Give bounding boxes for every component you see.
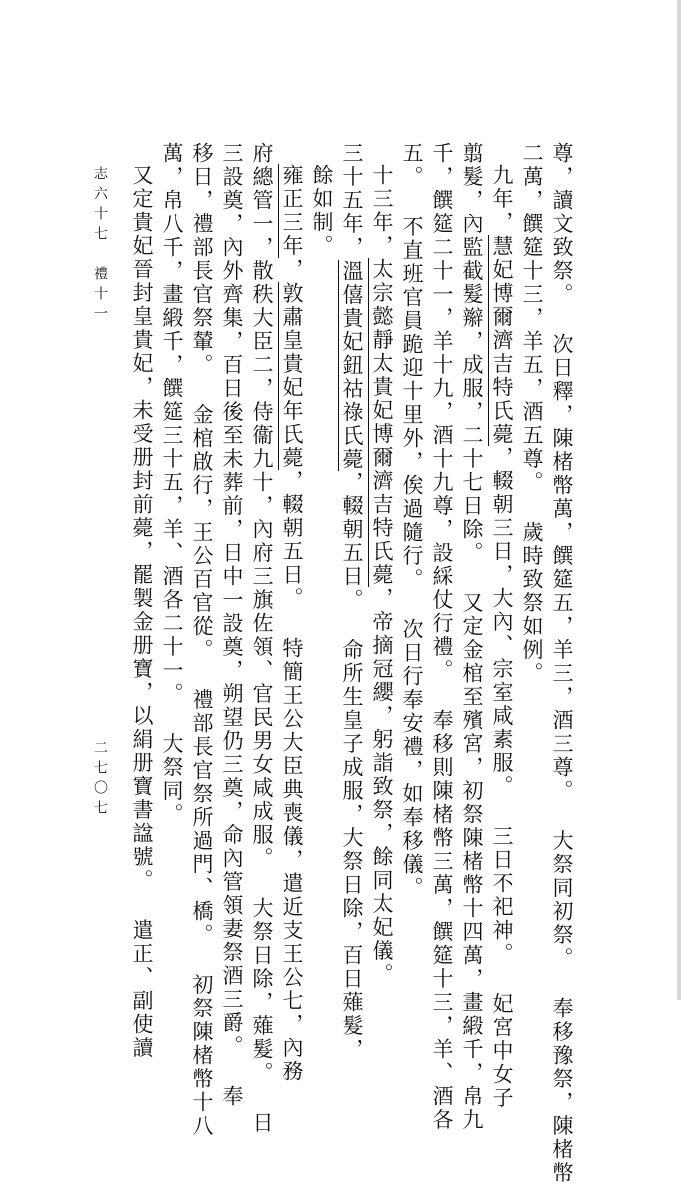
text-segment: ，帝摘冠纓，躬詣致祭，餘同太妃儀。: [370, 587, 394, 987]
text-segment: 尊，讀文致祭。 次日釋，陳楮幣萬，饌筵五，羊三，酒三尊。 大祭同初祭。 奉移豫祭，陳楮幣: [550, 142, 574, 1185]
text-segment: 千，饌筵二十一，羊十九，酒十九尊，設綵仗行禮。 奉移則陳楮幣三萬，饌筵十三，羊、酒各: [430, 142, 454, 1132]
text-column: [427, 142, 457, 1132]
underlined-name: 敦肅皇貴妃年氏薨: [280, 281, 304, 470]
text-segment: 五。 不直班官員跪迎十里外，俟過隨行。 次日行奉安禮，如奉移儀。: [400, 142, 424, 900]
underlined-name: 慧妃博爾濟吉特氏薨: [490, 234, 514, 446]
text-segment: 餘如制。: [310, 164, 334, 258]
text-segment: 萬，帛八千，畫緞千，饌筵三十五，羊、酒各二十一。 大祭同。: [160, 142, 184, 827]
page-edge-shadow: [677, 0, 681, 1000]
text-segment: ，輟朝五日。 特簡王公大臣典喪儀，遣近支王公七，內務: [280, 469, 304, 1084]
text-column: [457, 142, 487, 1132]
running-head-page-number: 二七〇七: [92, 740, 108, 820]
text-column: [517, 142, 547, 686]
text-segment: ，: [280, 258, 304, 282]
text-segment: 府總管一，散秩大臣二，侍衞九十，內府三旗佐領、官民男女咸成服。 大祭日除，薙髮。 日: [250, 142, 274, 1135]
text-segment: 翦髮，內監截髮辮，成服，二十七日除。 又定金棺至殯宮，初祭陳楮幣十四萬，畫緞千，帛九: [460, 142, 484, 1132]
text-column: [157, 142, 187, 827]
text-column: [487, 164, 517, 1110]
text-segment: 九年，: [490, 164, 514, 235]
underlined-name: 太宗懿靜太貴妃博爾濟吉特氏薨: [370, 258, 394, 587]
text-column: [187, 142, 217, 1138]
running-head-section: 志六十七 禮十一: [92, 166, 108, 326]
text-column: [307, 164, 337, 258]
text-column: [217, 142, 247, 1109]
text-segment: 移日，禮部長官祭輦。 金棺啟行，王公百官從。 禮部長官祭所過門、橋。 初祭陳楮幣十八: [190, 142, 214, 1138]
text-column: [397, 142, 427, 900]
text-segment: ，輟朝三日，大內、宗室咸素服。 三日不祀神。 妃宮中女子: [490, 446, 514, 1110]
text-segment: 十三年，: [370, 164, 394, 258]
text-column: [127, 164, 157, 1060]
text-column: [247, 142, 277, 1135]
text-segment: 又定貴妃晉封皇貴妃，未受册封前薨，罷製金册寶，以絹册寶書諡號。 遣正、副使讀: [130, 164, 154, 1060]
underlined-name: 溫僖貴妃鈕祜祿氏薨: [340, 259, 364, 471]
text-column: [337, 142, 367, 1062]
text-segment: 三設奠，內外齊集，百日後至未葬前，日中一設奠，朔望仍三奠，命內管領妻祭酒三爵。 奉: [220, 142, 244, 1109]
text-column: [277, 164, 307, 1084]
text-segment: 三十五年，: [340, 142, 364, 260]
text-column: [367, 164, 397, 987]
underlined-reign-year: 雍正三年: [280, 164, 304, 258]
text-column: [547, 142, 577, 1185]
text-segment: 二萬，饌筵十三，羊五，酒五尊。 歲時致祭如例。: [520, 142, 544, 686]
text-segment: ，輟朝五日。 命所生皇子成服，大祭日除，百日薙髮，: [340, 471, 364, 1062]
